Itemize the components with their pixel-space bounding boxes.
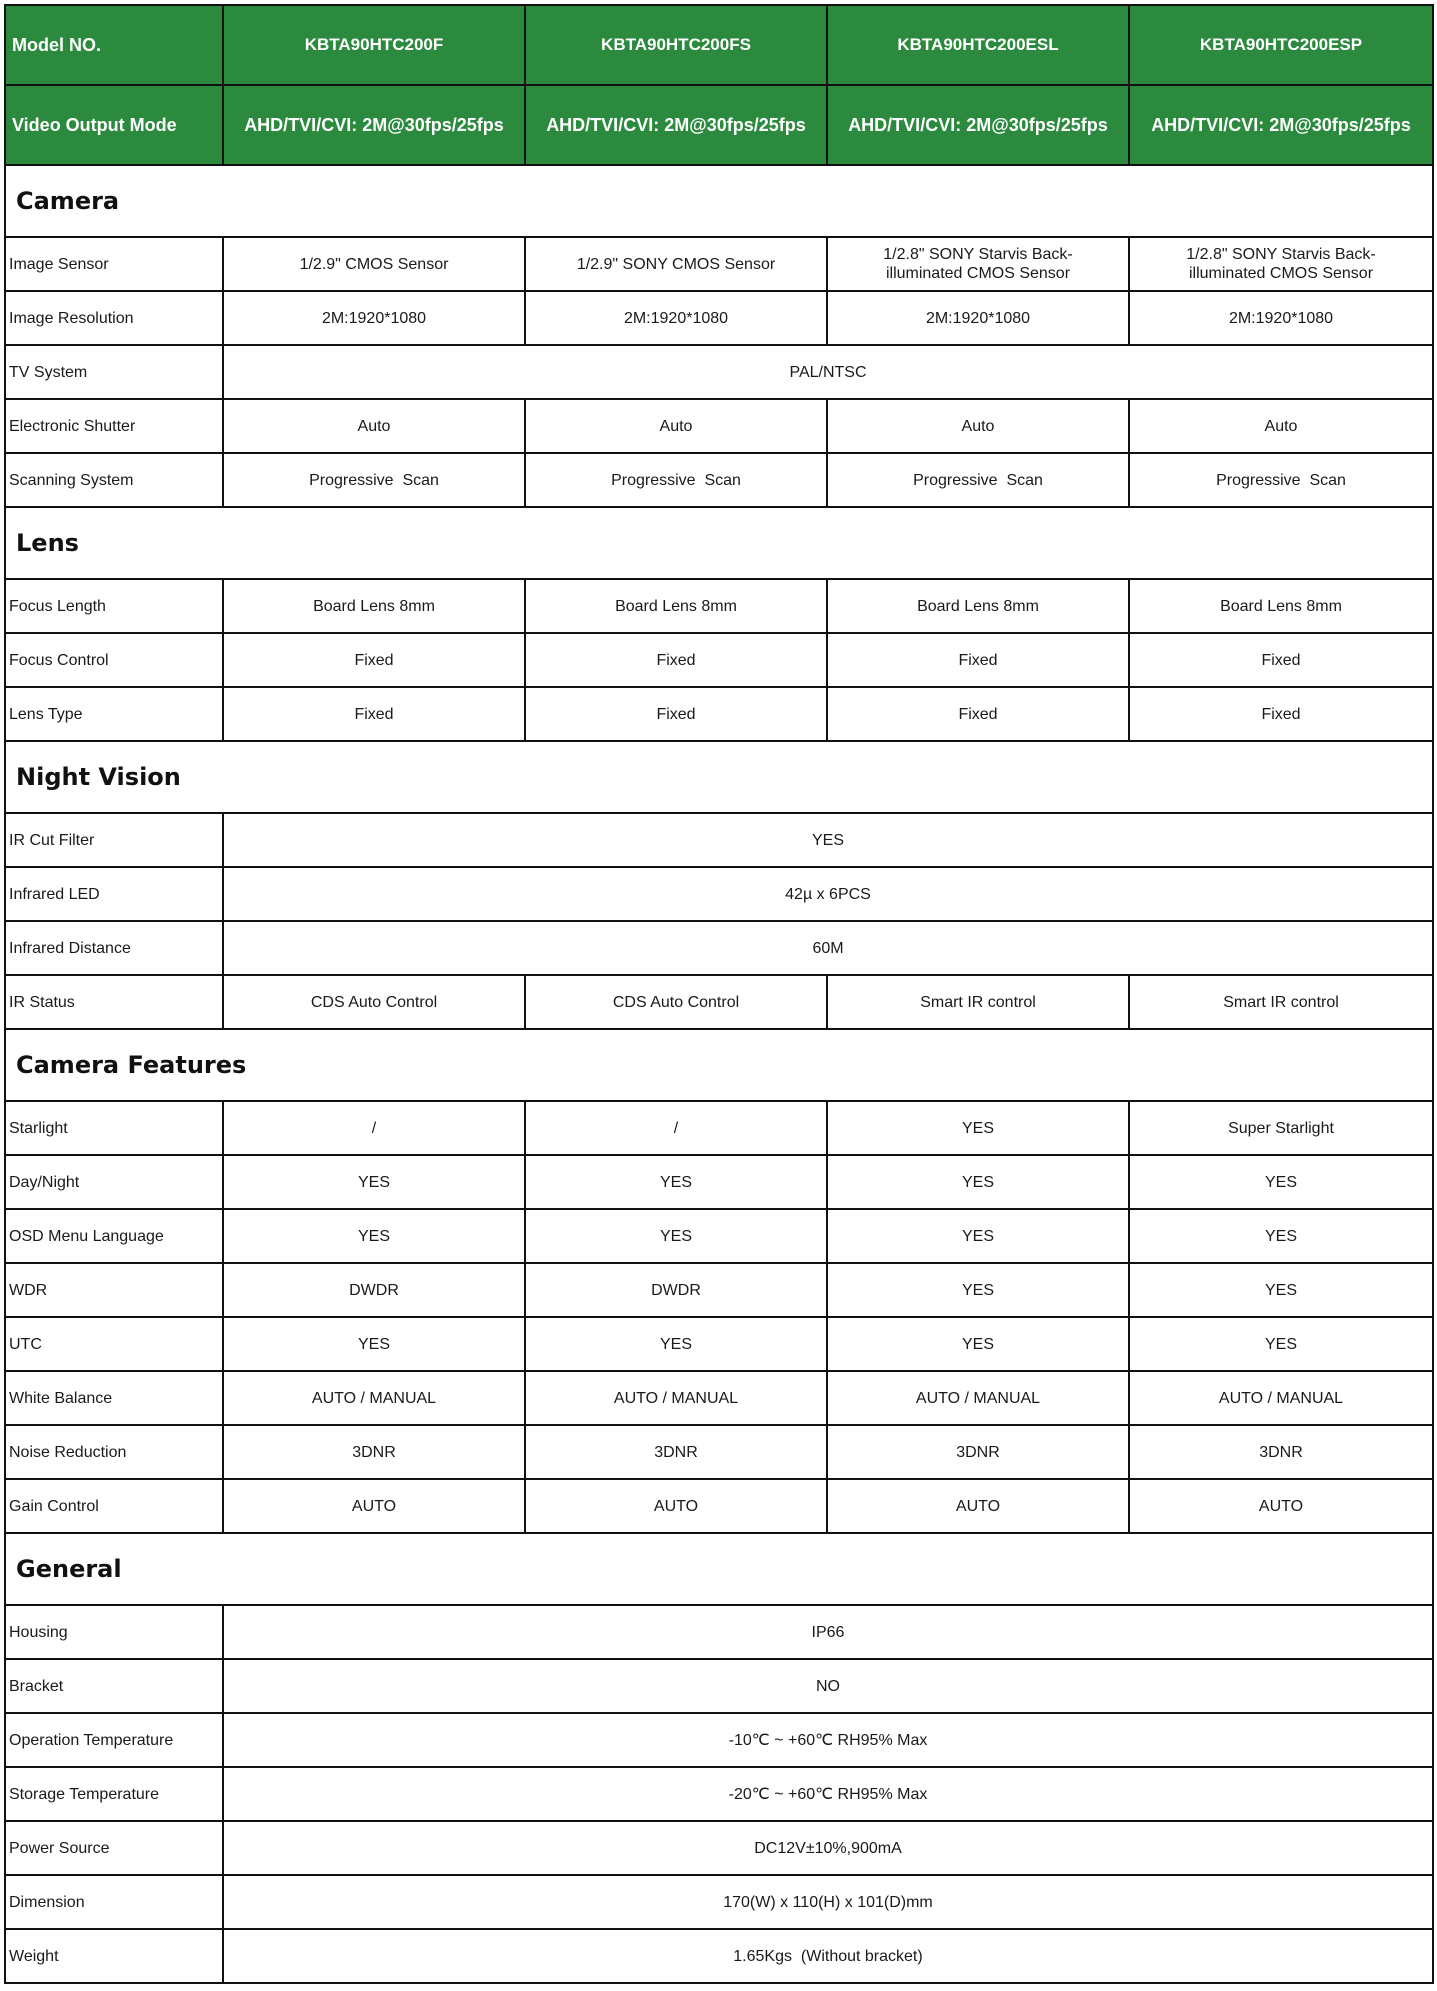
spec-value: [525, 1263, 827, 1317]
spec-value: [827, 1209, 1129, 1263]
spec-value: [827, 633, 1129, 687]
spec-value-text: YES: [961, 1119, 994, 1137]
spec-label: Power Source: [5, 1821, 223, 1875]
spec-value-text: AUTO: [1258, 1497, 1304, 1515]
spec-value-text: AUTO: [351, 1497, 397, 1515]
spec-row-operation-temperature: [5, 1713, 1433, 1767]
spec-value-text: Board Lens 8mm: [1220, 597, 1342, 615]
spec-value: [827, 1155, 1129, 1209]
spec-row-power-source: [5, 1821, 1433, 1875]
spec-value-text: DWDR: [651, 1281, 701, 1299]
spec-label: TV System: [5, 345, 223, 399]
spec-value: [525, 1317, 827, 1371]
spec-value: [827, 453, 1129, 507]
spec-row-utc: [5, 1317, 1433, 1371]
spec-value-all-models: 60M: [223, 921, 1433, 975]
spec-value-text: 1/2.8" SONY Starvis Back-illuminated CMOS Sensor: [883, 246, 1073, 282]
spec-value: [223, 1209, 525, 1263]
spec-value-text: 3DNR: [352, 1443, 396, 1461]
spec-row-housing: [5, 1605, 1433, 1659]
spec-value: [525, 1425, 827, 1479]
spec-row-tv-system: [5, 345, 1433, 399]
spec-value: [827, 1479, 1129, 1533]
spec-row-image-resolution: [5, 291, 1433, 345]
spec-value-all-models: 42µ x 6PCS: [223, 867, 1433, 921]
spec-table-body: [5, 165, 1433, 1983]
spec-value-text: YES: [1264, 1173, 1297, 1191]
spec-value: [1129, 975, 1433, 1029]
section-row-night-vision: [5, 741, 1433, 813]
spec-value: [1129, 1479, 1433, 1533]
spec-value: [525, 579, 827, 633]
spec-value-text: 1/2.9" SONY CMOS Sensor: [576, 255, 776, 273]
section-title-general: General: [5, 1533, 1433, 1605]
spec-table: [4, 4, 1434, 1984]
spec-value: [1129, 1317, 1433, 1371]
spec-value-text: YES: [357, 1227, 390, 1245]
spec-value-text: Auto: [961, 417, 995, 435]
spec-label: Lens Type: [5, 687, 223, 741]
spec-value-text: Progressive Scan: [1216, 471, 1346, 489]
spec-row-wdr: [5, 1263, 1433, 1317]
spec-value-text: CDS Auto Control: [612, 993, 740, 1011]
spec-label: Noise Reduction: [5, 1425, 223, 1479]
spec-row-infrared-led: [5, 867, 1433, 921]
spec-value: [1129, 687, 1433, 741]
spec-label: Electronic Shutter: [5, 399, 223, 453]
model-name: KBTA90HTC200FS: [525, 5, 827, 85]
spec-value: [525, 687, 827, 741]
video-output-value: AHD/TVI/CVI: 2M@30fps/25fps: [1129, 85, 1433, 165]
spec-value-all-models: 170(W) x 110(H) x 101(D)mm: [223, 1875, 1433, 1929]
spec-row-starlight: [5, 1101, 1433, 1155]
spec-value-all-models: -10℃ ~ +60℃ RH95% Max: [223, 1713, 1433, 1767]
spec-value: [223, 975, 525, 1029]
spec-label: UTC: [5, 1317, 223, 1371]
spec-value-text: Fixed: [958, 705, 998, 723]
spec-value-text: YES: [1264, 1227, 1297, 1245]
spec-value-text: YES: [357, 1173, 390, 1191]
spec-label: Focus Length: [5, 579, 223, 633]
section-title-camera-features: Camera Features: [5, 1029, 1433, 1101]
spec-value-text: Board Lens 8mm: [313, 597, 435, 615]
spec-value-text: Super Starlight: [1228, 1119, 1334, 1137]
section-row-camera: [5, 165, 1433, 237]
spec-value-text: YES: [961, 1281, 994, 1299]
spec-label: Gain Control: [5, 1479, 223, 1533]
spec-value: [827, 1371, 1129, 1425]
spec-value-text: YES: [659, 1335, 692, 1353]
spec-label: Scanning System: [5, 453, 223, 507]
spec-value-text: AUTO / MANUAL: [311, 1389, 437, 1407]
spec-value-text: /: [371, 1119, 377, 1137]
spec-value-text: 2M:1920*1080: [925, 309, 1031, 327]
spec-row-focus-control: [5, 633, 1433, 687]
spec-value: [827, 291, 1129, 345]
spec-value: [223, 1101, 525, 1155]
spec-label: Starlight: [5, 1101, 223, 1155]
spec-row-ir-status: [5, 975, 1433, 1029]
spec-value: [827, 1263, 1129, 1317]
spec-value-text: YES: [1264, 1281, 1297, 1299]
spec-value-all-models: NO: [223, 1659, 1433, 1713]
spec-value: [525, 453, 827, 507]
spec-value-text: 3DNR: [654, 1443, 698, 1461]
spec-row-storage-temperature: [5, 1767, 1433, 1821]
spec-value: [525, 1479, 827, 1533]
video-output-value: AHD/TVI/CVI: 2M@30fps/25fps: [827, 85, 1129, 165]
spec-value-text: 2M:1920*1080: [623, 309, 729, 327]
model-no-label: Model NO.: [5, 5, 223, 85]
spec-value-text: Fixed: [656, 705, 696, 723]
spec-row-white-balance: [5, 1371, 1433, 1425]
spec-label: Image Sensor: [5, 237, 223, 291]
spec-value-all-models: PAL/NTSC: [223, 345, 1433, 399]
spec-value: [827, 579, 1129, 633]
spec-value-text: AUTO / MANUAL: [613, 1389, 739, 1407]
spec-value-text: Board Lens 8mm: [917, 597, 1039, 615]
spec-value: [223, 291, 525, 345]
spec-row-gain-control: [5, 1479, 1433, 1533]
spec-value-all-models: 1.65Kgs (Without bracket): [223, 1929, 1433, 1983]
video-output-value: AHD/TVI/CVI: 2M@30fps/25fps: [525, 85, 827, 165]
spec-value: [223, 237, 525, 291]
spec-value-text: 1/2.9" CMOS Sensor: [299, 255, 449, 273]
spec-value-text: Board Lens 8mm: [615, 597, 737, 615]
spec-value: [525, 633, 827, 687]
spec-value-text: YES: [961, 1173, 994, 1191]
spec-value: [1129, 291, 1433, 345]
spec-value: [223, 579, 525, 633]
spec-value-text: AUTO / MANUAL: [915, 1389, 1041, 1407]
spec-value: [223, 1155, 525, 1209]
spec-value-text: 2M:1920*1080: [321, 309, 427, 327]
model-name: KBTA90HTC200ESP: [1129, 5, 1433, 85]
spec-value: [827, 975, 1129, 1029]
section-row-lens: [5, 507, 1433, 579]
spec-label: IR Status: [5, 975, 223, 1029]
model-name: KBTA90HTC200F: [223, 5, 525, 85]
model-name: KBTA90HTC200ESL: [827, 5, 1129, 85]
spec-value-text: Smart IR control: [1223, 993, 1339, 1011]
spec-label: OSD Menu Language: [5, 1209, 223, 1263]
spec-value: [1129, 1263, 1433, 1317]
section-title-night-vision: Night Vision: [5, 741, 1433, 813]
spec-label: Housing: [5, 1605, 223, 1659]
spec-value-text: Fixed: [656, 651, 696, 669]
spec-row-noise-reduction: [5, 1425, 1433, 1479]
spec-value: [827, 1425, 1129, 1479]
spec-value: [1129, 633, 1433, 687]
spec-label: IR Cut Filter: [5, 813, 223, 867]
spec-label: White Balance: [5, 1371, 223, 1425]
spec-value-text: YES: [961, 1227, 994, 1245]
spec-value: [223, 453, 525, 507]
spec-value-text: 3DNR: [1259, 1443, 1303, 1461]
spec-row-image-sensor: [5, 237, 1433, 291]
spec-value-text: YES: [659, 1173, 692, 1191]
spec-value: [827, 687, 1129, 741]
spec-value-all-models: YES: [223, 813, 1433, 867]
spec-value: [525, 291, 827, 345]
spec-value: [1129, 399, 1433, 453]
spec-row-infrared-distance: [5, 921, 1433, 975]
spec-value-text: Fixed: [354, 651, 394, 669]
spec-value-text: Fixed: [958, 651, 998, 669]
spec-value: [1129, 1209, 1433, 1263]
spec-value: [1129, 579, 1433, 633]
spec-value-text: /: [673, 1119, 679, 1137]
spec-value: [223, 1479, 525, 1533]
spec-value: [1129, 1425, 1433, 1479]
section-title-camera: Camera: [5, 165, 1433, 237]
spec-value: [1129, 1155, 1433, 1209]
spec-row-scanning-system: [5, 453, 1433, 507]
spec-value: [1129, 1101, 1433, 1155]
spec-value-text: Fixed: [354, 705, 394, 723]
spec-value: [827, 237, 1129, 291]
spec-label: Weight: [5, 1929, 223, 1983]
spec-label: Day/Night: [5, 1155, 223, 1209]
spec-label: Dimension: [5, 1875, 223, 1929]
spec-value: [223, 633, 525, 687]
spec-value-all-models: -20℃ ~ +60℃ RH95% Max: [223, 1767, 1433, 1821]
spec-value: [223, 1425, 525, 1479]
spec-value-text: 3DNR: [956, 1443, 1000, 1461]
spec-value-text: CDS Auto Control: [310, 993, 438, 1011]
spec-value-text: YES: [961, 1335, 994, 1353]
spec-value-text: AUTO: [653, 1497, 699, 1515]
spec-value-text: Smart IR control: [920, 993, 1036, 1011]
spec-value: [525, 1155, 827, 1209]
spec-row-focus-length: [5, 579, 1433, 633]
spec-value: [525, 399, 827, 453]
spec-value: [223, 687, 525, 741]
spec-value-all-models: IP66: [223, 1605, 1433, 1659]
spec-row-day-night: [5, 1155, 1433, 1209]
spec-value: [525, 975, 827, 1029]
spec-row-electronic-shutter: [5, 399, 1433, 453]
spec-value: [827, 1317, 1129, 1371]
spec-value: [223, 1371, 525, 1425]
spec-label: Operation Temperature: [5, 1713, 223, 1767]
spec-value-text: Fixed: [1261, 705, 1301, 723]
spec-label: Focus Control: [5, 633, 223, 687]
spec-value-text: Auto: [1264, 417, 1298, 435]
spec-value: [223, 399, 525, 453]
spec-label: Image Resolution: [5, 291, 223, 345]
spec-value-all-models: DC12V±10%,900mA: [223, 1821, 1433, 1875]
spec-value: [827, 1101, 1129, 1155]
spec-value-text: Fixed: [1261, 651, 1301, 669]
spec-value: [1129, 453, 1433, 507]
spec-value-text: Progressive Scan: [309, 471, 439, 489]
spec-value-text: YES: [1264, 1335, 1297, 1353]
spec-value-text: 1/2.8" SONY Starvis Back-illuminated CMOS Sensor: [1186, 246, 1376, 282]
model-row: [5, 5, 1433, 85]
spec-row-osd-menu-language: [5, 1209, 1433, 1263]
video-output-row: [5, 85, 1433, 165]
spec-value-text: Progressive Scan: [913, 471, 1043, 489]
spec-value-text: Auto: [659, 417, 693, 435]
spec-value-text: 2M:1920*1080: [1228, 309, 1334, 327]
spec-row-weight: [5, 1929, 1433, 1983]
section-row-camera-features: [5, 1029, 1433, 1101]
spec-value-text: YES: [659, 1227, 692, 1245]
spec-row-ir-cut-filter: [5, 813, 1433, 867]
spec-value-text: Auto: [357, 417, 391, 435]
section-row-general: [5, 1533, 1433, 1605]
spec-value-text: Progressive Scan: [611, 471, 741, 489]
spec-value: [525, 237, 827, 291]
spec-row-bracket: [5, 1659, 1433, 1713]
spec-table-header: [5, 5, 1433, 165]
spec-value: [1129, 1371, 1433, 1425]
spec-label: Infrared LED: [5, 867, 223, 921]
spec-value: [525, 1209, 827, 1263]
spec-value: [827, 399, 1129, 453]
spec-value: [1129, 237, 1433, 291]
spec-value-text: AUTO: [955, 1497, 1001, 1515]
spec-value: [223, 1263, 525, 1317]
video-output-label: Video Output Mode: [5, 85, 223, 165]
spec-label: Bracket: [5, 1659, 223, 1713]
spec-value: [525, 1101, 827, 1155]
spec-label: WDR: [5, 1263, 223, 1317]
spec-value-text: AUTO / MANUAL: [1218, 1389, 1344, 1407]
spec-value: [223, 1317, 525, 1371]
video-output-value: AHD/TVI/CVI: 2M@30fps/25fps: [223, 85, 525, 165]
spec-label: Infrared Distance: [5, 921, 223, 975]
spec-value-text: DWDR: [349, 1281, 399, 1299]
section-title-lens: Lens: [5, 507, 1433, 579]
spec-row-lens-type: [5, 687, 1433, 741]
spec-row-dimension: [5, 1875, 1433, 1929]
spec-label: Storage Temperature: [5, 1767, 223, 1821]
spec-value-text: YES: [357, 1335, 390, 1353]
spec-value: [525, 1371, 827, 1425]
